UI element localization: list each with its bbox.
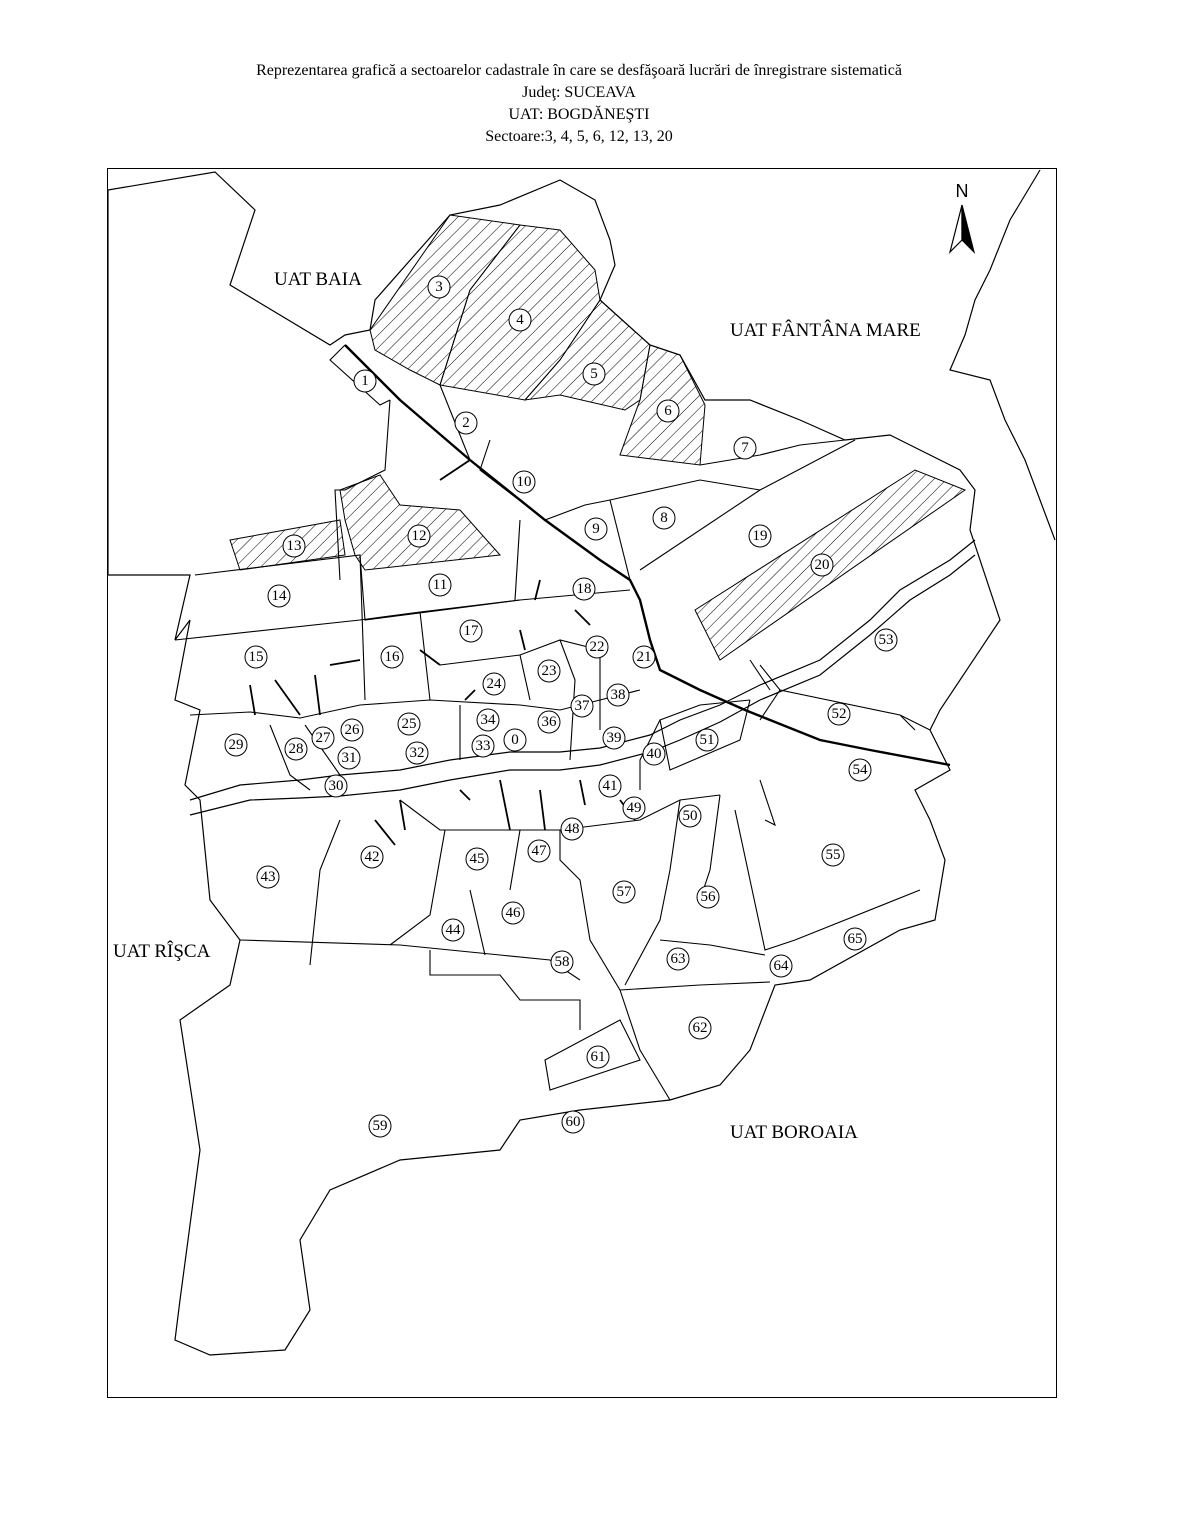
sector-label-52[interactable] xyxy=(828,703,850,725)
sector-label-48[interactable] xyxy=(561,818,583,840)
map-title: Reprezentarea grafică a sectoarelor cadastrale în care se desfăşoară lucrări de înregistrare sistematică xyxy=(256,62,902,79)
svg-text:27: 27 xyxy=(315,730,331,746)
sector-label-63[interactable] xyxy=(667,948,689,970)
sector-label-14[interactable] xyxy=(268,585,290,607)
svg-text:10: 10 xyxy=(516,474,532,490)
svg-text:32: 32 xyxy=(409,745,425,761)
sector-label-7[interactable] xyxy=(734,437,756,459)
sector-labels xyxy=(225,276,897,1137)
svg-text:14: 14 xyxy=(271,588,287,604)
svg-text:31: 31 xyxy=(341,750,357,766)
svg-text:25: 25 xyxy=(401,716,417,732)
sector-label-15[interactable] xyxy=(245,646,267,668)
sector-label-13[interactable] xyxy=(283,535,305,557)
svg-text:20: 20 xyxy=(814,557,830,573)
sector-label-33[interactable] xyxy=(472,735,494,757)
sector-label-20[interactable] xyxy=(811,554,833,576)
neighbor-label-baia: UAT BAIA xyxy=(274,269,362,290)
svg-text:64: 64 xyxy=(773,958,789,974)
svg-text:24: 24 xyxy=(486,676,502,692)
sector-label-10[interactable] xyxy=(513,471,535,493)
svg-text:12: 12 xyxy=(411,528,427,544)
svg-text:43: 43 xyxy=(260,869,276,885)
svg-text:46: 46 xyxy=(505,905,521,921)
sector-label-65[interactable] xyxy=(844,928,866,950)
svg-text:18: 18 xyxy=(576,581,592,597)
sector-label-12[interactable] xyxy=(408,525,430,547)
sector-label-36[interactable] xyxy=(538,711,560,733)
sector-label-56[interactable] xyxy=(697,886,719,908)
svg-text:56: 56 xyxy=(700,889,716,905)
sector-label-29[interactable] xyxy=(225,734,247,756)
sector-label-60[interactable] xyxy=(562,1111,584,1133)
svg-text:49: 49 xyxy=(626,800,642,816)
svg-text:28: 28 xyxy=(288,741,304,757)
svg-text:36: 36 xyxy=(541,714,557,730)
sector-label-58[interactable] xyxy=(551,951,573,973)
svg-text:23: 23 xyxy=(541,663,557,679)
svg-text:58: 58 xyxy=(554,954,570,970)
sector-label-16[interactable] xyxy=(381,646,403,668)
svg-text:6: 6 xyxy=(664,403,672,419)
sector-label-32[interactable] xyxy=(406,742,428,764)
sector-label-38[interactable] xyxy=(607,684,629,706)
uat-label: UAT: BOGDĂNEŞTI xyxy=(508,106,650,123)
sector-label-30[interactable] xyxy=(325,775,347,797)
svg-text:2: 2 xyxy=(462,415,470,431)
sector-label-44[interactable] xyxy=(442,919,464,941)
sector-label-26[interactable] xyxy=(341,719,363,741)
sector-label-9[interactable] xyxy=(585,518,607,540)
svg-text:37: 37 xyxy=(574,698,590,714)
svg-text:0: 0 xyxy=(511,732,519,748)
sector-label-31[interactable] xyxy=(338,747,360,769)
svg-text:4: 4 xyxy=(516,312,524,328)
sector-label-6[interactable] xyxy=(657,400,679,422)
svg-text:59: 59 xyxy=(372,1118,388,1134)
svg-text:63: 63 xyxy=(670,951,686,967)
svg-text:16: 16 xyxy=(384,649,400,665)
svg-text:52: 52 xyxy=(831,706,847,722)
sector-label-47[interactable] xyxy=(528,840,550,862)
svg-text:48: 48 xyxy=(564,821,580,837)
svg-text:41: 41 xyxy=(602,778,618,794)
svg-text:42: 42 xyxy=(364,849,380,865)
svg-text:5: 5 xyxy=(590,366,598,382)
svg-text:7: 7 xyxy=(741,440,749,456)
north-arrow-label: N xyxy=(955,181,969,201)
neighbor-label-boroaia: UAT BOROAIA xyxy=(730,1122,858,1143)
svg-text:19: 19 xyxy=(752,528,768,544)
svg-text:57: 57 xyxy=(616,884,632,900)
svg-text:53: 53 xyxy=(878,632,894,648)
sector-label-46[interactable] xyxy=(502,902,524,924)
sector-label-21[interactable] xyxy=(633,646,655,668)
svg-text:17: 17 xyxy=(463,623,479,639)
sector-label-3[interactable] xyxy=(428,276,450,298)
svg-text:22: 22 xyxy=(589,639,605,655)
sector-label-49[interactable] xyxy=(623,797,645,819)
svg-text:62: 62 xyxy=(692,1020,708,1036)
svg-text:44: 44 xyxy=(445,922,461,938)
svg-text:40: 40 xyxy=(646,746,662,762)
sector-label-2[interactable] xyxy=(455,412,477,434)
svg-text:55: 55 xyxy=(825,847,841,863)
sector-label-28[interactable] xyxy=(285,738,307,760)
north-arrow-icon xyxy=(950,181,974,252)
svg-text:9: 9 xyxy=(592,521,600,537)
sector-label-37[interactable] xyxy=(571,695,593,717)
sector-label-61[interactable] xyxy=(587,1046,609,1068)
sector-label-24[interactable] xyxy=(483,673,505,695)
sector-label-18[interactable] xyxy=(573,578,595,600)
svg-text:50: 50 xyxy=(682,808,698,824)
sector-label-50[interactable] xyxy=(679,805,701,827)
sector-label-55[interactable] xyxy=(822,844,844,866)
sector-label-43[interactable] xyxy=(257,866,279,888)
neighbor-label-fantana-mare: UAT FÂNTÂNA MARE xyxy=(730,320,921,341)
sector-label-22[interactable] xyxy=(586,636,608,658)
neighbor-label-risca: UAT RÎŞCA xyxy=(113,941,211,962)
sector-label-11[interactable] xyxy=(429,574,451,596)
sector-label-25[interactable] xyxy=(398,713,420,735)
sector-label-53[interactable] xyxy=(875,629,897,651)
sectors-list-label: Sectoare:3, 4, 5, 6, 12, 13, 20 xyxy=(485,128,673,145)
sector-label-40[interactable] xyxy=(643,743,665,765)
sector-label-1[interactable] xyxy=(354,370,376,392)
sector-label-59[interactable] xyxy=(369,1115,391,1137)
svg-text:26: 26 xyxy=(344,722,360,738)
sector-label-8[interactable] xyxy=(653,507,675,529)
sector-label-57[interactable] xyxy=(613,881,635,903)
svg-text:30: 30 xyxy=(328,778,344,794)
svg-text:65: 65 xyxy=(847,931,863,947)
sector-label-64[interactable] xyxy=(770,955,792,977)
svg-text:39: 39 xyxy=(606,730,622,746)
svg-text:1: 1 xyxy=(361,373,369,389)
sector-label-17[interactable] xyxy=(460,620,482,642)
sector-label-0[interactable] xyxy=(504,729,526,751)
sector-label-34[interactable] xyxy=(477,709,499,731)
svg-text:47: 47 xyxy=(531,843,547,859)
sector-label-45[interactable] xyxy=(466,848,488,870)
svg-text:60: 60 xyxy=(565,1114,581,1130)
svg-text:51: 51 xyxy=(699,732,715,748)
svg-text:34: 34 xyxy=(480,712,496,728)
sector-label-41[interactable] xyxy=(599,775,621,797)
svg-text:11: 11 xyxy=(432,577,448,593)
sector-label-54[interactable] xyxy=(849,759,871,781)
sector-label-19[interactable] xyxy=(749,525,771,547)
sector-label-39[interactable] xyxy=(603,727,625,749)
svg-text:8: 8 xyxy=(660,510,668,526)
sector-label-62[interactable] xyxy=(689,1017,711,1039)
svg-text:13: 13 xyxy=(286,538,302,554)
sector-12-area xyxy=(340,475,500,570)
svg-text:45: 45 xyxy=(469,851,485,867)
sector-label-27[interactable] xyxy=(312,727,334,749)
sector-label-4[interactable] xyxy=(509,309,531,331)
svg-text:15: 15 xyxy=(248,649,264,665)
svg-text:33: 33 xyxy=(475,738,491,754)
sector-label-51[interactable] xyxy=(696,729,718,751)
sector-label-5[interactable] xyxy=(583,363,605,385)
svg-text:21: 21 xyxy=(636,649,652,665)
svg-text:29: 29 xyxy=(228,737,244,753)
svg-text:54: 54 xyxy=(852,762,868,778)
county-label: Judeţ: SUCEAVA xyxy=(522,84,636,101)
svg-text:61: 61 xyxy=(590,1049,606,1065)
sector-label-23[interactable] xyxy=(538,660,560,682)
sector-label-42[interactable] xyxy=(361,846,383,868)
svg-text:38: 38 xyxy=(610,687,626,703)
svg-text:3: 3 xyxy=(435,279,443,295)
